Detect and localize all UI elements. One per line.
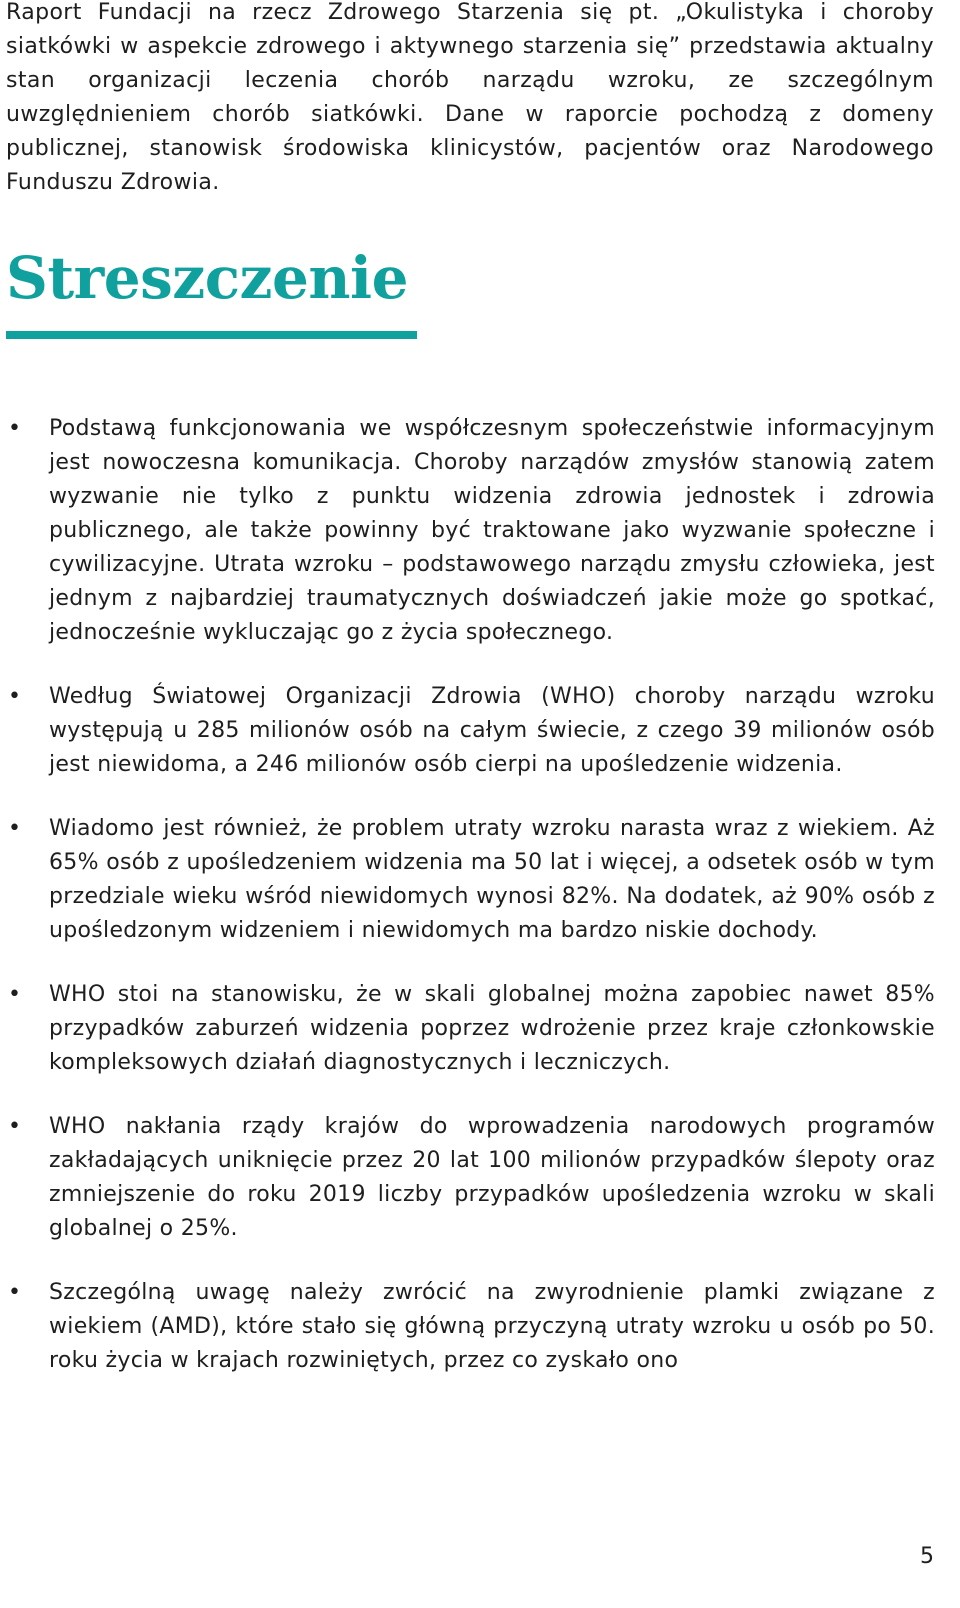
bullet-text: Szczególną uwagę należy zwrócić na zwyrodnienie plamki związane z wiekiem (AMD), które stało się główną przyczyną utraty wzroku u osób po 50. roku życia w krajach rozwiniętych, przez co zyskało ono <box>49 1280 935 1373</box>
bullet-text: Wiadomo jest również, że problem utraty wzroku narasta wraz z wiekiem. Aż 65% osób z upośledzeniem widzenia ma 50 lat i więcej, a odsetek osób w tym przedziale wieku wśród niewidomych wynosi 82%. Na dodatek, aż 90% osób z upośledzonym widzeniem i niewidomych ma bardzo niskie dochody. <box>49 816 935 943</box>
bullet-item <box>0 1276 935 1378</box>
bullet-icon: • <box>8 416 22 441</box>
section-heading: Streszczenie <box>6 244 408 312</box>
bullet-text: WHO nakłania rządy krajów do wprowadzenia narodowych programów zakładających uniknięcie przez 20 lat 100 milionów przypadków ślepoty oraz zmniejszenie do roku 2019 liczby przypadków upośledzenia wzroku w skali globalnej o 25%. <box>49 1114 935 1241</box>
bullet-text: Według Światowej Organizacji Zdrowia (WHO) choroby narządu wzroku występują u 285 milionów osób na całym świecie, z czego 39 milionów osób jest niewidoma, a 246 milionów osób cierpi na upośledzenie widzenia. <box>49 684 935 777</box>
bullet-item <box>0 680 935 782</box>
bullet-icon: • <box>8 982 22 1007</box>
bullet-item <box>0 978 935 1080</box>
bullet-icon: • <box>8 1114 22 1139</box>
bullet-icon: • <box>8 1280 22 1305</box>
bullet-item <box>0 412 935 650</box>
intro-paragraph: Raport Fundacji na rzecz Zdrowego Starzenia się pt. „Okulistyka i choroby siatkówki w aspekcie zdrowego i aktywnego starzenia się” przedstawia aktualny stan organizacji leczenia chorób narządu wzroku, ze szczególnym uwzględnieniem chorób siatkówki. Dane w raporcie pochodzą z domeny publicznej, stanowisk środowiska klinicystów, pacjentów oraz Narodowego Funduszu Zdrowia. <box>6 0 934 195</box>
bullet-text: Podstawą funkcjonowania we współczesnym społeczeństwie informacyjnym jest nowoczesna komunikacja. Choroby narządów zmysłów stanowią zatem wyzwanie nie tylko z punktu widzenia zdrowia jednostek i zdrowia publicznego, ale także powinny być traktowane jako wyzwanie społeczne i cywilizacyjne. Utrata wzroku – podstawowego narządu zmysłu człowieka, jest jednym z najbardziej traumatycznych doświadczeń jakie może go spotkać, jednocześnie wykluczając go z życia społecznego. <box>49 416 935 645</box>
bullet-item <box>0 1110 935 1246</box>
bullet-icon: • <box>8 684 22 709</box>
heading-underline <box>6 331 417 339</box>
bullet-text: WHO stoi na stanowisku, że w skali globalnej można zapobiec nawet 85% przypadków zaburzeń widzenia poprzez wdrożenie przez kraje członkowskie kompleksowych działań diagnostycznych i leczniczych. <box>49 982 935 1075</box>
bullet-item <box>0 812 935 948</box>
summary-bullet-list <box>0 412 960 1408</box>
page-number: 5 <box>920 1544 934 1569</box>
bullet-icon: • <box>8 816 22 841</box>
